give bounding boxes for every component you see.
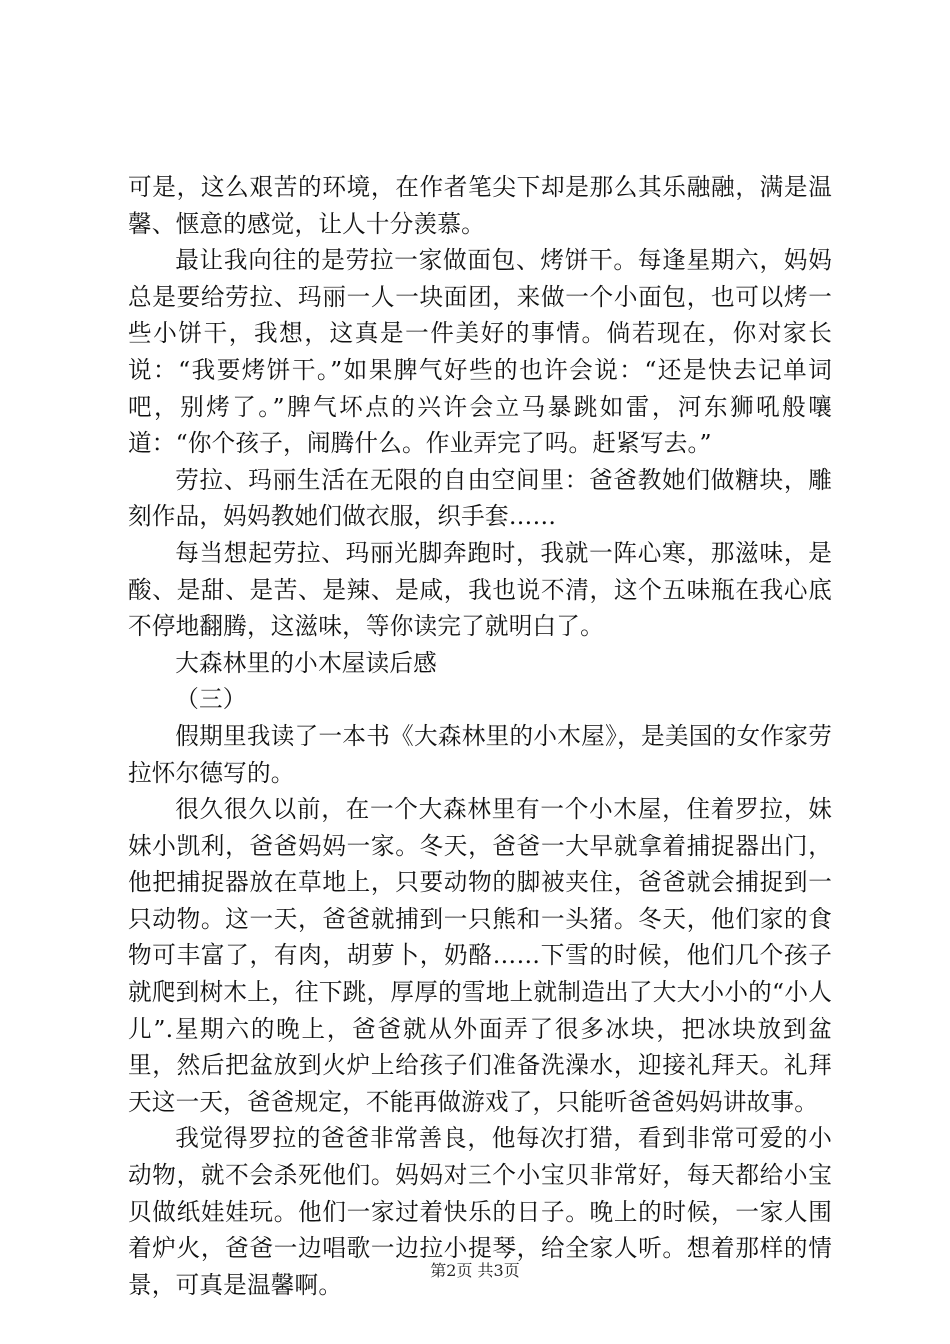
paragraph-1: 可是，这么艰苦的环境，在作者笔尖下却是那么其乐融融，满是温馨、惬意的感觉，让人十分羡慕。 [128,173,832,238]
document-body [128,169,832,1303]
paragraph-6: 很久很久以前，在一个大森林里有一个小木屋，住着罗拉，妹妹小凯利，爸爸妈妈一家。冬天，爸爸一大早就拿着捕捉器出门，他把捕捉器放在草地上，只要动物的脚被夹住，爸爸就会捕捉到一只动物。这一天，爸爸就捕到一只熊和一头猪。冬天，他们家的食物可丰富了，有肉，胡萝卜，奶酪……下雪的时候，他们几个孩子就爬到树木上，往下跳，厚厚的雪地上就制造出了大大小小的“小人儿”.星期六的晚上，爸爸就从外面弄了很多冰块，把冰块放到盆里，然后把盆放到火炉上给孩子们准备洗澡水，迎接礼拜天。礼拜天这一天，爸爸规定，不能再做游戏了，只能听爸爸妈妈讲故事。 [128,795,832,1116]
paragraph-4: 每当想起劳拉、玛丽光脚奔跑时，我就一阵心寒，那滋味，是酸、是甜、是苦、是辣、是咸，我也说不清，这个五味瓶在我心底不停地翻腾，这滋味，等你读完了就明白了。 [128,538,832,641]
paragraph-7: 我觉得罗拉的爸爸非常善良，他每次打猎，看到非常可爱的小动物，就不会杀死他们。妈妈对三个小宝贝非常好，每天都给小宝贝做纸娃娃玩。他们一家过着快乐的日子。晚上的时候，一家人围着炉火，爸爸一边唱歌一边拉小提琴，给全家人听。想着那样的情景，可真是温馨啊。 [128,1124,832,1299]
paragraph-5: 假期里我读了一本书《大森林里的小木屋》，是美国的女作家劳拉怀尔德写的。 [128,721,832,787]
section-title: 大森林里的小木屋读后感 [175,648,437,677]
section-number: （三） [175,685,247,714]
paragraph-2: 最让我向往的是劳拉一家做面包、烤饼干。每逢星期六，妈妈总是要给劳拉、玛丽一人一块面团，来做一个小面包，也可以烤一些小饼干，我想，这真是一件美好的事情。倘若现在，你对家长说：“我要烤饼干。”如果脾气好些的也许会说：“还是快去记单词吧，别烤了。”脾气坏点的兴许会立马暴跳如雷，河东狮吼般嚷道：“你个孩子，闹腾什么。作业弄完了吗。赶紧写去。” [128,246,832,458]
paragraph-3: 劳拉、玛丽生活在无限的自由空间里：爸爸教她们做糖块，雕刻作品，妈妈教她们做衣服，织手套…… [128,465,832,531]
page-number-footer: 第2页 共3页 [430,1261,520,1280]
